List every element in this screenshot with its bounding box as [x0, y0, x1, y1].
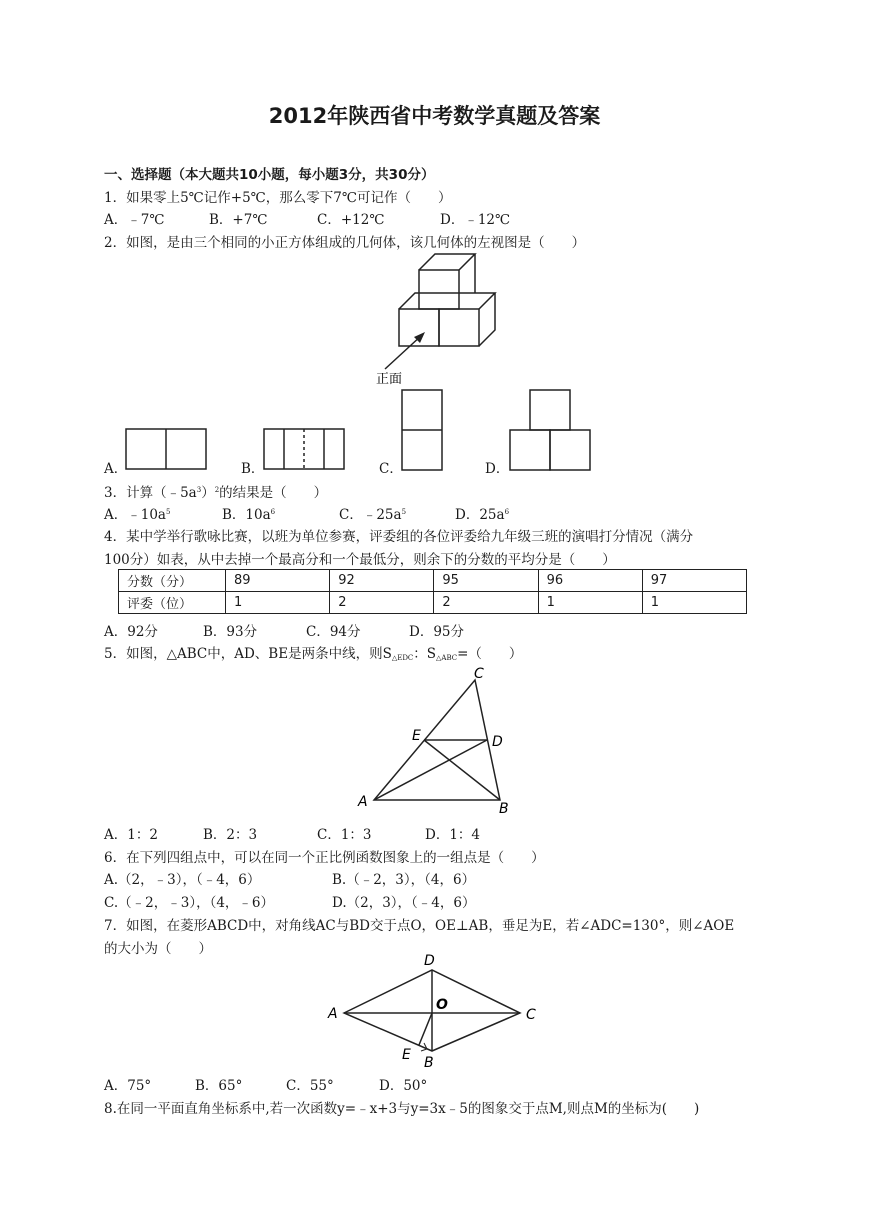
question-6-text: 6．在下列四组点中，可以在同一个正比例函数图象上的一组点是（ ）: [104, 850, 545, 866]
question-7-option-c: C．55°: [286, 1078, 334, 1094]
question-2-option-b: B．: [241, 461, 265, 477]
table-row: [119, 592, 747, 614]
vertex-c-label: C: [526, 1007, 536, 1023]
question-4-line-1: 4．某中学举行歌咏比赛，以班为单位参赛，评委组的各位评委给九年级三班的演唱打分情况（满分: [104, 529, 694, 545]
question-7-option-b: B．65°: [195, 1078, 243, 1094]
question-1-option-c: C．+12℃: [317, 212, 385, 228]
vertex-c-label: C: [474, 666, 484, 682]
rhombus-figure: [322, 950, 552, 1070]
table-cell: 1: [226, 592, 330, 614]
vertex-d-label: D: [424, 953, 435, 969]
option-b-view: [262, 427, 346, 471]
top-cube-front: [419, 270, 459, 309]
table-cell: 评委（位）: [119, 592, 226, 614]
question-2-option-a: A．: [104, 461, 128, 477]
foot-e-label: E: [402, 1047, 411, 1063]
question-4-option-b: B．93分: [203, 624, 258, 640]
question-6-option-c: C.（﹣2，﹣3），（4，﹣6）: [104, 895, 274, 911]
vertex-a-label: A: [358, 794, 368, 810]
table-row: [119, 570, 747, 592]
question-5-option-a: A．1：2: [104, 827, 158, 843]
table-cell: 97: [642, 570, 746, 592]
question-4-option-d: D．95分: [409, 624, 465, 640]
point-d-label: D: [492, 734, 503, 750]
question-6-option-d: D.（2，3），（﹣4，6）: [332, 895, 476, 911]
front-label: 正面: [376, 372, 403, 387]
table-cell: 1: [642, 592, 746, 614]
question-5-option-b: B．2：3: [203, 827, 258, 843]
question-2-option-c: C．: [379, 461, 403, 477]
cube-solid-figure: [370, 248, 510, 388]
question-7-option-a: A．75°: [104, 1078, 152, 1094]
question-1-option-d: D．﹣12℃: [440, 212, 511, 228]
question-5-text: 5．如图，△ABC中，AD、BE是两条中线，则$S_{\triangle EDC}$：$S_{\triangle ABC}=$（ ）: [104, 646, 523, 662]
question-6-option-b: B.（﹣2，3），（4，6）: [332, 872, 476, 888]
question-3-option-a: A．$﹣10a^5$: [104, 507, 171, 523]
question-3-option-c: C．$﹣25a^5$: [339, 507, 407, 523]
table-cell: 分数（分）: [119, 570, 226, 592]
arrow-icon: [385, 335, 422, 369]
question-1-option-b: B．+7℃: [209, 212, 268, 228]
question-6-option-a: A.（2，﹣3），（﹣4，6）: [104, 872, 261, 888]
section-heading: 一、选择题（本大题共10小题，每小题3分，共30分）: [104, 167, 435, 183]
page-title: 2012年陕西省中考数学真题及答案: [268, 104, 601, 128]
question-4-line-2: 100分）如表，从中去掉一个最高分和一个最低分，则余下的分数的平均分是（ ）: [104, 552, 616, 568]
question-3-text: 3．计算$(﹣5a^3)^2$的结果是（ ）: [104, 485, 328, 501]
vertex-b-label: B: [424, 1055, 434, 1070]
vertex-a-label: A: [328, 1006, 338, 1022]
vertex-b-label: B: [499, 801, 509, 817]
table-cell: 95: [434, 570, 538, 592]
question-7-option-d: D．50°: [379, 1078, 428, 1094]
option-d-view: [508, 388, 592, 472]
table-cell: 96: [538, 570, 642, 592]
question-4-option-c: C．94分: [306, 624, 361, 640]
question-2-text: 2．如图，是由三个相同的小正方体组成的几何体，该几何体的左视图是（ ）: [104, 235, 586, 251]
center-o-label: O: [436, 997, 448, 1013]
option-c-view: [400, 388, 444, 472]
question-1-option-a: A．﹣7℃: [104, 212, 165, 228]
question-7-line-2: 的大小为（ ）: [104, 941, 212, 957]
point-e-label: E: [412, 728, 421, 744]
table-cell: 2: [330, 592, 434, 614]
table-cell: 89: [226, 570, 330, 592]
question-4-option-a: A．92分: [104, 624, 158, 640]
question-7-line-1: 7．如图，在菱形ABCD中，对角线AC与BD交于点O，OE⊥AB，垂足为E，若∠ADC=130°，则∠AOE: [104, 918, 735, 934]
table-cell: 2: [434, 592, 538, 614]
question-5-option-d: D．1：4: [425, 827, 481, 843]
question-3-option-b: B．$10a^6$: [222, 507, 276, 523]
triangle-figure: [350, 660, 530, 818]
table-cell: 1: [538, 592, 642, 614]
question-1-text: 1．如果零上5℃记作+5℃，那么零下7℃可记作（ ）: [104, 190, 452, 206]
question-2-option-d: D．: [485, 461, 510, 477]
bottom-right-cube-front: [439, 309, 479, 346]
score-table: [118, 569, 747, 614]
option-a-view: [124, 427, 208, 471]
question-8-text: 8.在同一平面直角坐标系中,若一次函数y=﹣x+3与y=3x﹣5的图象交于点M,则点M的坐标为( ): [104, 1101, 700, 1117]
question-5-option-c: C．1：3: [317, 827, 372, 843]
table-cell: 92: [330, 570, 434, 592]
question-3-option-d: D．$25a^6$: [455, 507, 510, 523]
